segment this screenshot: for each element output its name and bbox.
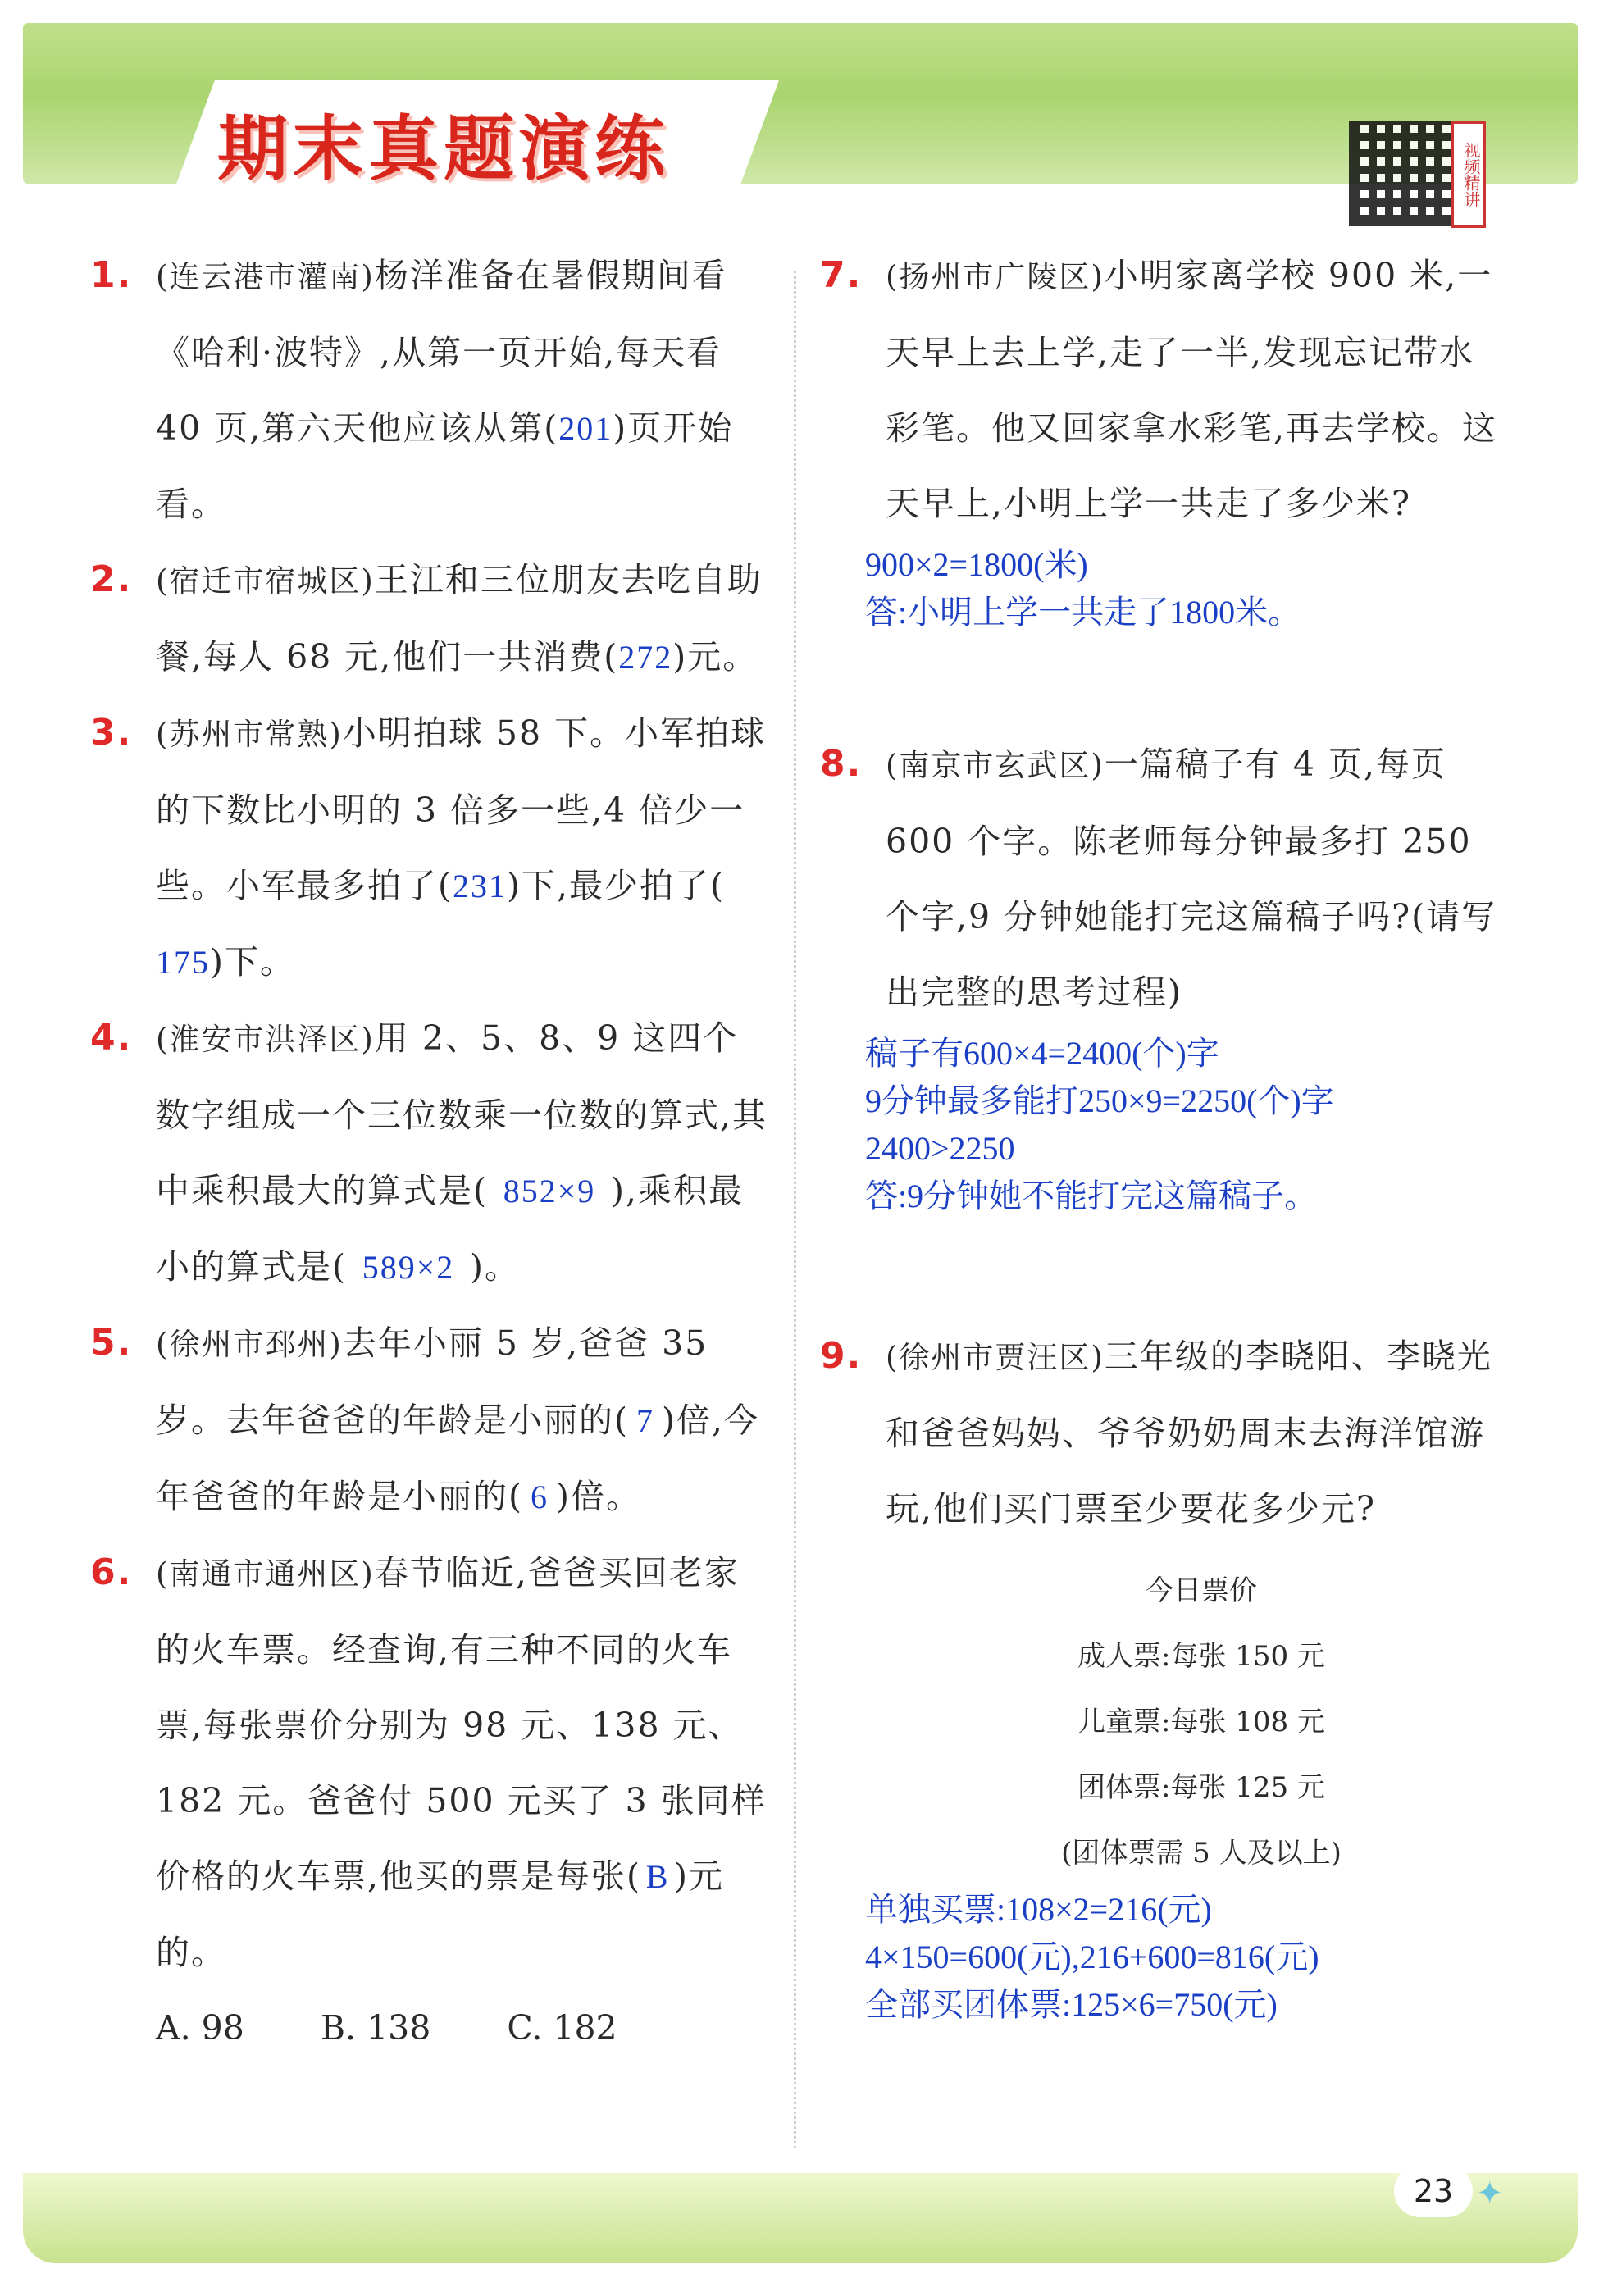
answer-blank[interactable]: 852×9 — [503, 1173, 596, 1210]
question-text: )下,最少拍了( — [507, 866, 726, 905]
star-icon: ✦ — [1476, 2175, 1504, 2212]
option-c[interactable]: C. 182 — [507, 2008, 617, 2048]
work-line: 4×150=600(元),216+600=816(元) — [865, 1938, 1319, 1975]
question-text: 杨洋准备在暑假期间看《哈利·波特》,从第一页开始,每天看 40 页,第六天他应该从第( — [156, 256, 727, 448]
question-number: 7. — [820, 254, 863, 296]
worked-answer — [828, 541, 1509, 636]
question-text: ),乘积最小的算式是( — [156, 1171, 745, 1287]
question-6 — [90, 1535, 771, 1990]
answer-blank[interactable]: 231 — [453, 868, 507, 904]
question-text: )元。 — [672, 637, 758, 676]
work-line: 全部买团体票:125×6=750(元) — [865, 1986, 1278, 2023]
question-text: )元的。 — [156, 1856, 725, 1972]
question-text: )。 — [470, 1247, 520, 1287]
ticket-title: 今日票价 — [1146, 1574, 1257, 1607]
question-3 — [90, 695, 771, 1000]
question-source: (南京市玄武区) — [886, 748, 1105, 783]
ticket-line: (团体票需 5 人及以上) — [1061, 1837, 1342, 1870]
question-source: (连云港市灌南) — [156, 259, 375, 294]
question-2 — [90, 542, 771, 695]
question-text: )下。 — [210, 942, 295, 982]
work-line: 答:小明上学一共走了1800米。 — [865, 594, 1301, 631]
answer-blank[interactable]: 201 — [558, 410, 613, 447]
question-number: 9. — [820, 1335, 863, 1377]
question-text: 春节临近,爸爸买回老家的火车票。经查询,有三种不同的火车票,每张票价分别为 98 元、138 元、182 元。爸爸付 500 元买了 3 张同样价格的火车票,他买的票是每张( — [156, 1553, 767, 1896]
option-b[interactable]: B. 138 — [320, 2008, 431, 2048]
page-number: 23 — [1394, 2165, 1473, 2217]
question-text: 用 2、5、8、9 这四个数字组成一个三位数乘一位数的算式,其中乘积最大的算式是( — [156, 1018, 768, 1210]
qr-label: 视频精讲 — [1451, 121, 1486, 228]
answer-blank[interactable]: 175 — [156, 944, 210, 981]
work-line: 9分钟最多能打250×9=2250(个)字 — [865, 1082, 1334, 1119]
question-text: )倍,今年爸爸的年龄是小丽的( — [156, 1401, 760, 1516]
question-5 — [90, 1305, 771, 1535]
options-row — [98, 1990, 771, 2066]
question-number: 6. — [90, 1551, 133, 1593]
option-a[interactable]: A. 98 — [156, 2008, 244, 2048]
worked-answer — [828, 1030, 1509, 1220]
question-source: (宿迁市宿城区) — [156, 563, 375, 599]
question-source: (徐州市贾汪区) — [886, 1340, 1105, 1375]
question-8 — [820, 727, 1509, 1030]
work-line: 900×2=1800(米) — [865, 546, 1088, 583]
question-4 — [90, 1000, 771, 1305]
ticket-line: 儿童票:每张 108 元 — [1077, 1706, 1325, 1738]
footer-banner — [23, 2173, 1578, 2263]
question-9 — [820, 1319, 1509, 1547]
question-number: 4. — [90, 1017, 133, 1059]
question-1 — [90, 238, 771, 542]
question-source: (徐州市邳州) — [156, 1327, 343, 1362]
column-divider — [794, 271, 796, 2148]
answer-blank[interactable]: 272 — [618, 639, 673, 676]
left-column — [90, 238, 771, 2066]
question-number: 3. — [90, 712, 133, 754]
question-text: 去年小丽 5 岁,爸爸 35 岁。去年爸爸的年龄是小丽的( — [156, 1323, 708, 1440]
question-text: )倍。 — [556, 1477, 641, 1516]
right-column — [820, 238, 1509, 2029]
ticket-line: 成人票:每张 150 元 — [1077, 1640, 1325, 1673]
answer-blank[interactable]: 6 — [531, 1478, 549, 1515]
question-text: 三年级的李晓阳、李晓光和爸爸妈妈、爷爷奶奶周末去海洋馆游玩,他们买门票至少要花多少元? — [886, 1337, 1492, 1528]
work-line: 答:9分钟她不能打完这篇稿子。 — [865, 1178, 1318, 1214]
question-text: 王江和三位朋友去吃自助餐,每人 68 元,他们一共消费( — [156, 560, 763, 676]
question-text: 小明家离学校 900 米,一天早上去上学,走了一半,发现忘记带水彩笔。他又回家拿水彩笔,再去学校。这天早上,小明上学一共走了多少米? — [886, 256, 1498, 523]
answer-blank[interactable]: 589×2 — [362, 1249, 455, 1286]
question-source: (淮安市洪泽区) — [156, 1022, 375, 1057]
work-line: 稿子有600×4=2400(个)字 — [865, 1035, 1219, 1072]
work-line: 单独买票:108×2=216(元) — [865, 1891, 1212, 1928]
qr-code-icon[interactable] — [1349, 121, 1454, 226]
question-source: (南通市通州区) — [156, 1556, 375, 1592]
answer-blank[interactable]: B — [645, 1858, 670, 1895]
worked-answer — [828, 1886, 1509, 2029]
work-line: 2400>2250 — [865, 1130, 1015, 1167]
question-source: (扬州市广陵区) — [886, 259, 1105, 294]
question-number: 1. — [90, 254, 133, 296]
question-source: (苏州市常熟) — [156, 717, 343, 752]
question-number: 2. — [90, 558, 133, 600]
question-7 — [820, 238, 1509, 541]
question-text: 一篇稿子有 4 页,每页 600 个字。陈老师每分钟最多打 250 个字,9 分钟她能打完这篇稿子吗?(请写出完整的思考过程) — [886, 745, 1497, 1012]
question-text: 小明拍球 58 下。小军拍球的下数比小明的 3 倍多一些,4 倍少一些。小军最多拍了( — [156, 713, 767, 905]
ticket-line: 团体票:每张 125 元 — [1077, 1771, 1325, 1804]
question-number: 5. — [90, 1322, 133, 1364]
question-number: 8. — [820, 743, 863, 785]
question-text: )页开始看。 — [156, 408, 734, 524]
page-title: 期末真题演练 — [217, 108, 670, 190]
ticket-price-box — [828, 1558, 1509, 1886]
answer-blank[interactable]: 7 — [636, 1402, 654, 1439]
